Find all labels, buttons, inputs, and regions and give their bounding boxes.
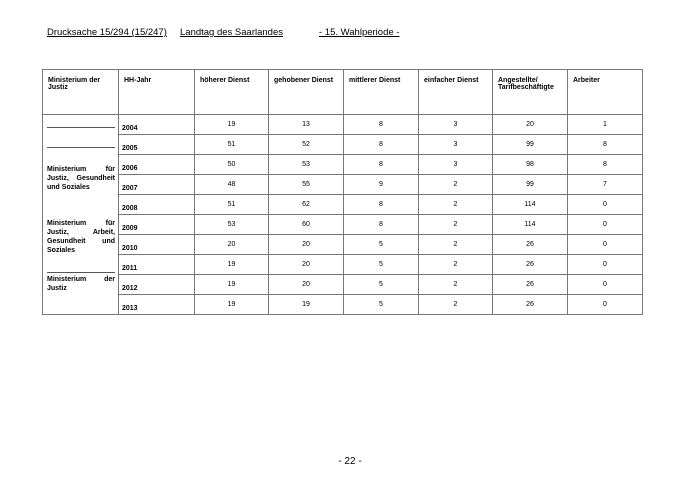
value-cell: 9: [344, 175, 419, 195]
value-cell: 0: [568, 275, 643, 295]
table-header-row: [43, 70, 643, 115]
value-cell: 26: [493, 275, 568, 295]
value-cell: 2: [419, 275, 493, 295]
personnel-table: [42, 69, 643, 315]
value-cell: 8: [344, 215, 419, 235]
value-cell: 5: [344, 255, 419, 275]
year-cell: 2004: [119, 115, 195, 135]
divider-line: [47, 127, 115, 128]
value-cell: 0: [568, 295, 643, 315]
ministry-cell: [43, 115, 119, 315]
value-cell: 62: [269, 195, 344, 215]
drucksache-label: Drucksache 15/294 (15/247): [47, 27, 167, 38]
year-cell: 2010: [119, 235, 195, 255]
divider-line: [47, 272, 115, 273]
value-cell: 2: [419, 215, 493, 235]
table-row: [43, 235, 643, 255]
table-row: [43, 295, 643, 315]
value-cell: 26: [493, 255, 568, 275]
value-cell: 99: [493, 175, 568, 195]
table-body: [43, 115, 643, 315]
column-header: Arbeiter: [568, 70, 643, 115]
table-row: [43, 215, 643, 235]
column-header: einfacher Dienst: [419, 70, 493, 115]
value-cell: 53: [195, 215, 269, 235]
value-cell: 20: [269, 275, 344, 295]
year-cell: 2005: [119, 135, 195, 155]
value-cell: 8: [568, 135, 643, 155]
year-cell: 2011: [119, 255, 195, 275]
value-cell: 99: [493, 135, 568, 155]
value-cell: 13: [269, 115, 344, 135]
value-cell: 2: [419, 255, 493, 275]
value-cell: 19: [195, 295, 269, 315]
wahlperiode-label: - 15. Wahlperiode -: [319, 27, 400, 38]
year-cell: 2012: [119, 275, 195, 295]
value-cell: 3: [419, 115, 493, 135]
value-cell: 52: [269, 135, 344, 155]
value-cell: 48: [195, 175, 269, 195]
value-cell: 20: [269, 235, 344, 255]
value-cell: 5: [344, 275, 419, 295]
column-header: höherer Dienst: [195, 70, 269, 115]
value-cell: 8: [344, 115, 419, 135]
value-cell: 55: [269, 175, 344, 195]
value-cell: 5: [344, 295, 419, 315]
column-header: HH-Jahr: [119, 70, 195, 115]
value-cell: 50: [195, 155, 269, 175]
value-cell: 26: [493, 235, 568, 255]
value-cell: 3: [419, 135, 493, 155]
year-cell: 2007: [119, 175, 195, 195]
value-cell: 0: [568, 235, 643, 255]
table-row: [43, 115, 643, 135]
value-cell: 20: [493, 115, 568, 135]
value-cell: 0: [568, 215, 643, 235]
table-row: [43, 275, 643, 295]
column-header: Angestellte/ Tarifbeschäftigte: [493, 70, 568, 115]
value-cell: 114: [493, 195, 568, 215]
table-row: [43, 255, 643, 275]
value-cell: 8: [344, 135, 419, 155]
value-cell: 5: [344, 235, 419, 255]
value-cell: 8: [344, 195, 419, 215]
ministry-label: Ministerium für Justiz, Arbeit, Gesundheit und Soziales: [47, 220, 115, 254]
value-cell: 19: [195, 115, 269, 135]
column-header: Ministerium der Justiz: [43, 70, 119, 115]
year-cell: 2009: [119, 215, 195, 235]
landtag-label: Landtag des Saarlandes: [180, 27, 283, 38]
value-cell: 53: [269, 155, 344, 175]
column-header: gehobener Dienst: [269, 70, 344, 115]
value-cell: 0: [568, 195, 643, 215]
value-cell: 8: [344, 155, 419, 175]
value-cell: 60: [269, 215, 344, 235]
value-cell: 20: [195, 235, 269, 255]
table-row: [43, 155, 643, 175]
table-row: [43, 135, 643, 155]
value-cell: 19: [269, 295, 344, 315]
value-cell: 8: [568, 155, 643, 175]
value-cell: 19: [195, 255, 269, 275]
value-cell: 2: [419, 295, 493, 315]
document-header: [47, 27, 400, 41]
year-cell: 2006: [119, 155, 195, 175]
ministry-label: Ministerium der Justiz: [47, 276, 115, 292]
divider-line: [47, 147, 115, 148]
column-header: mittlerer Dienst: [344, 70, 419, 115]
page-number: - 22 -: [338, 456, 362, 467]
ministry-label: Ministerium für Justiz, Gesundheit und Soziales: [47, 166, 115, 191]
value-cell: 0: [568, 255, 643, 275]
value-cell: 3: [419, 155, 493, 175]
value-cell: 51: [195, 135, 269, 155]
value-cell: 7: [568, 175, 643, 195]
value-cell: 2: [419, 195, 493, 215]
value-cell: 114: [493, 215, 568, 235]
table-row: [43, 175, 643, 195]
value-cell: 51: [195, 195, 269, 215]
value-cell: 1: [568, 115, 643, 135]
value-cell: 98: [493, 155, 568, 175]
value-cell: 26: [493, 295, 568, 315]
value-cell: 2: [419, 175, 493, 195]
table-row: [43, 195, 643, 215]
value-cell: 20: [269, 255, 344, 275]
year-cell: 2008: [119, 195, 195, 215]
year-cell: 2013: [119, 295, 195, 315]
value-cell: 2: [419, 235, 493, 255]
value-cell: 19: [195, 275, 269, 295]
